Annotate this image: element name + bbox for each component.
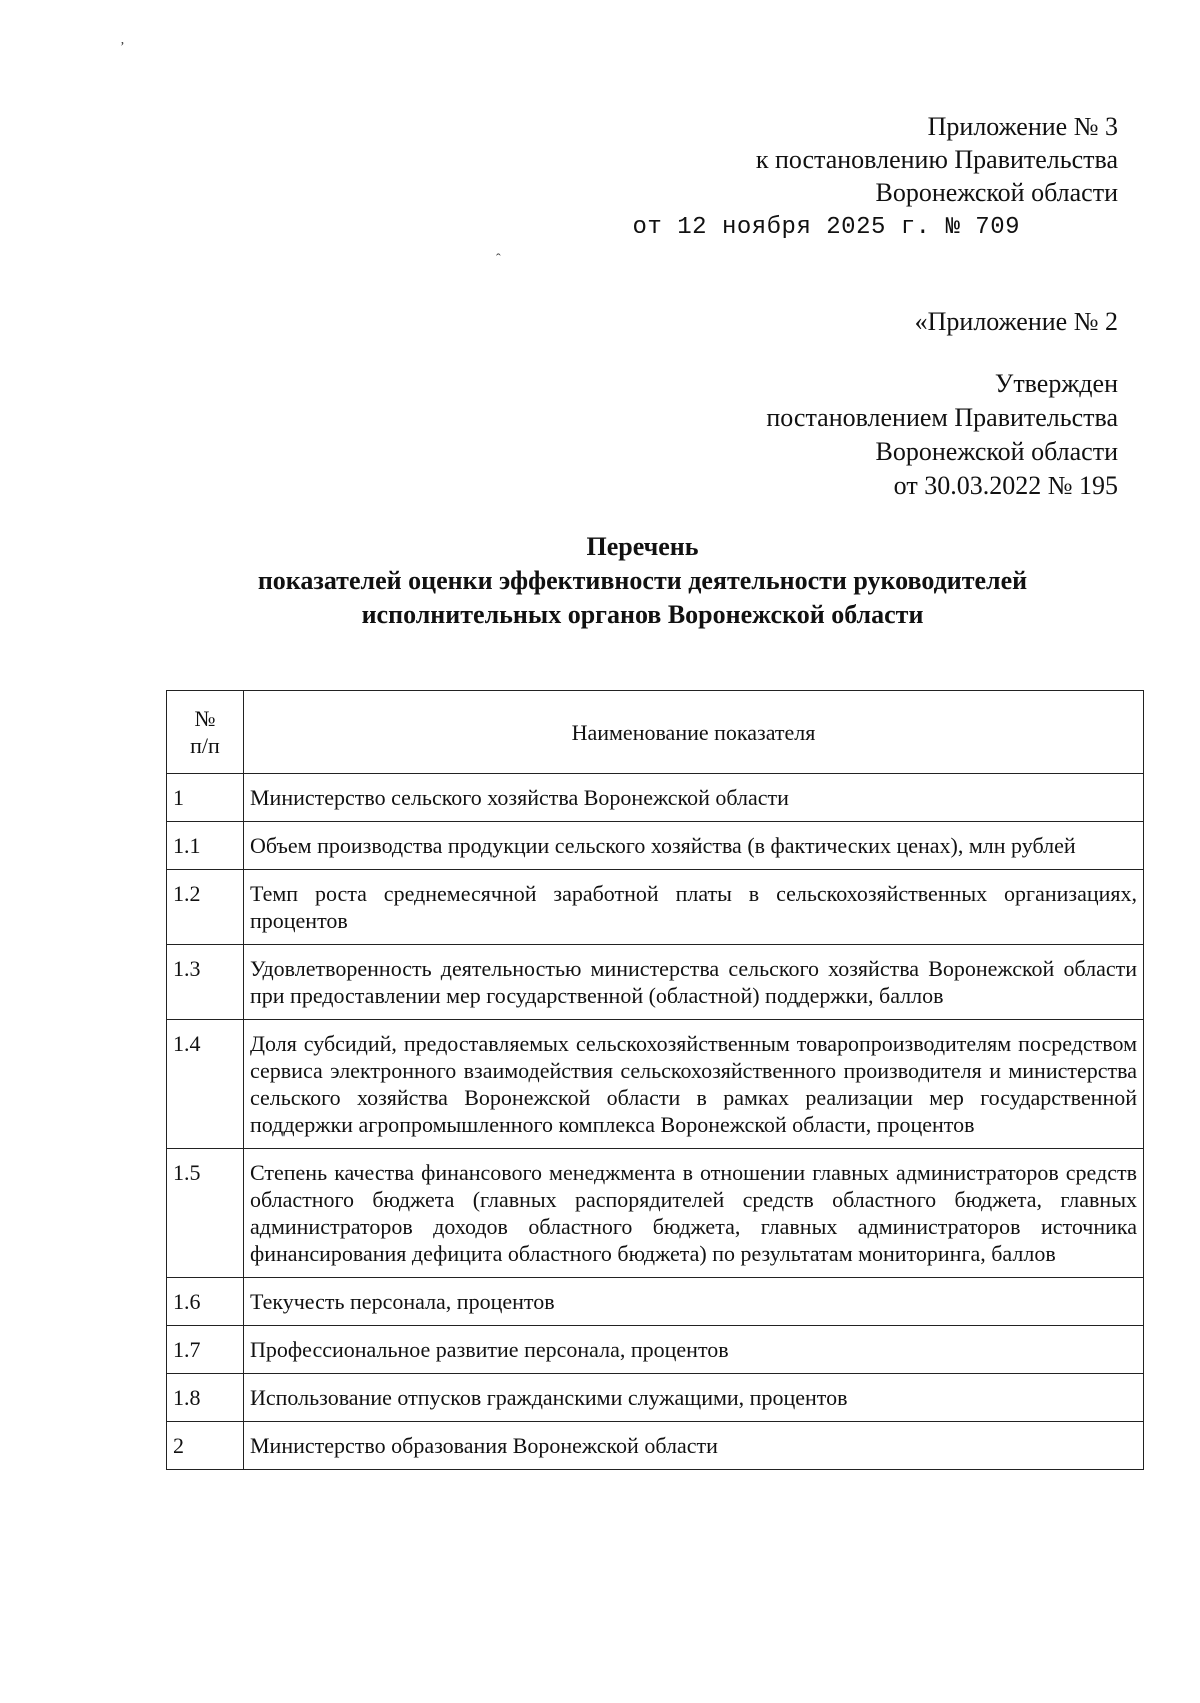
title-subheading: показателей оценки эффективности деятельности руководителей [257, 566, 1028, 595]
indicator-name: Доля субсидий, предоставляемых сельскохозяйственным товаропроизводителям посредством сервиса электронного взаимодействия сельскохозяйственного производителя и министерства сельского хозяйства Воронежской области в рамках реализации мер государственной поддержки агропромышленного комплекса Воронежской области, процентов [244, 1020, 1144, 1149]
row-number: 1.7 [167, 1326, 244, 1374]
row-number: 1 [167, 774, 244, 822]
table-row [167, 822, 1144, 870]
indicator-name: Объем производства продукции сельского хозяйства (в фактических ценах), млн рублей [244, 822, 1144, 870]
table-body [167, 774, 1144, 1470]
table-row [167, 1422, 1144, 1470]
original-appendix-number: «Приложение № 2 [914, 307, 1118, 336]
table-row [167, 1326, 1144, 1374]
indicator-name: Министерство образования Воронежской области [244, 1422, 1144, 1470]
title-subheading-2: исполнительных органов Воронежской области [361, 600, 924, 629]
approval-region: Воронежской области [875, 437, 1118, 466]
indicator-name: Профессиональное развитие персонала, процентов [244, 1326, 1144, 1374]
document-title [0, 530, 1200, 632]
table-row [167, 1278, 1144, 1326]
approval-date: от 30.03.2022 № 195 [893, 471, 1118, 500]
column-header-number: № п/п [167, 691, 244, 774]
appendix-reference: к постановлению Правительства [755, 145, 1118, 174]
column-header-name: Наименование показателя [244, 691, 1144, 774]
row-number: 1.6 [167, 1278, 244, 1326]
scan-speck: ˆ [496, 252, 501, 267]
appendix-date: от 12 ноября 2025 г. № 709 [632, 214, 1020, 241]
appendix-header [633, 110, 1118, 244]
row-number: 1.1 [167, 822, 244, 870]
appendix-region: Воронежской области [875, 178, 1118, 207]
indicator-name: Темп роста среднемесячной заработной платы в сельскохозяйственных организациях, процентов [244, 870, 1144, 945]
appendix-number: Приложение № 3 [927, 112, 1118, 141]
indicator-name: Текучесть персонала, процентов [244, 1278, 1144, 1326]
indicator-name: Удовлетворенность деятельностью министерства сельского хозяйства Воронежской области при предоставлении мер государственной (областной) поддержки, баллов [244, 945, 1144, 1020]
row-number: 1.4 [167, 1020, 244, 1149]
table-header-row [167, 691, 1144, 774]
row-number: 2 [167, 1422, 244, 1470]
table-row [167, 870, 1144, 945]
approval-authority: постановлением Правительства [766, 403, 1118, 432]
indicator-name: Министерство сельского хозяйства Воронежской области [244, 774, 1144, 822]
table-row [167, 945, 1144, 1020]
row-number: 1.3 [167, 945, 244, 1020]
table-row [167, 774, 1144, 822]
approval-header [766, 305, 1118, 503]
indicator-name: Использование отпусков гражданскими служащими, процентов [244, 1374, 1144, 1422]
indicator-name: Степень качества финансового менеджмента в отношении главных администраторов средств областного бюджета (главных распорядителей средств областного бюджета, главных администраторов доходов областного бюджета, главных администраторов источника финансирования дефицита областного бюджета) по результатам мониторинга, баллов [244, 1149, 1144, 1278]
approval-status: Утвержден [994, 369, 1118, 398]
scan-speck: ʼ [120, 40, 125, 55]
row-number: 1.8 [167, 1374, 244, 1422]
table-row [167, 1020, 1144, 1149]
table-row [167, 1149, 1144, 1278]
indicators-table [166, 690, 1144, 1470]
title-heading: Перечень [586, 532, 699, 561]
row-number: 1.5 [167, 1149, 244, 1278]
row-number: 1.2 [167, 870, 244, 945]
table-row [167, 1374, 1144, 1422]
